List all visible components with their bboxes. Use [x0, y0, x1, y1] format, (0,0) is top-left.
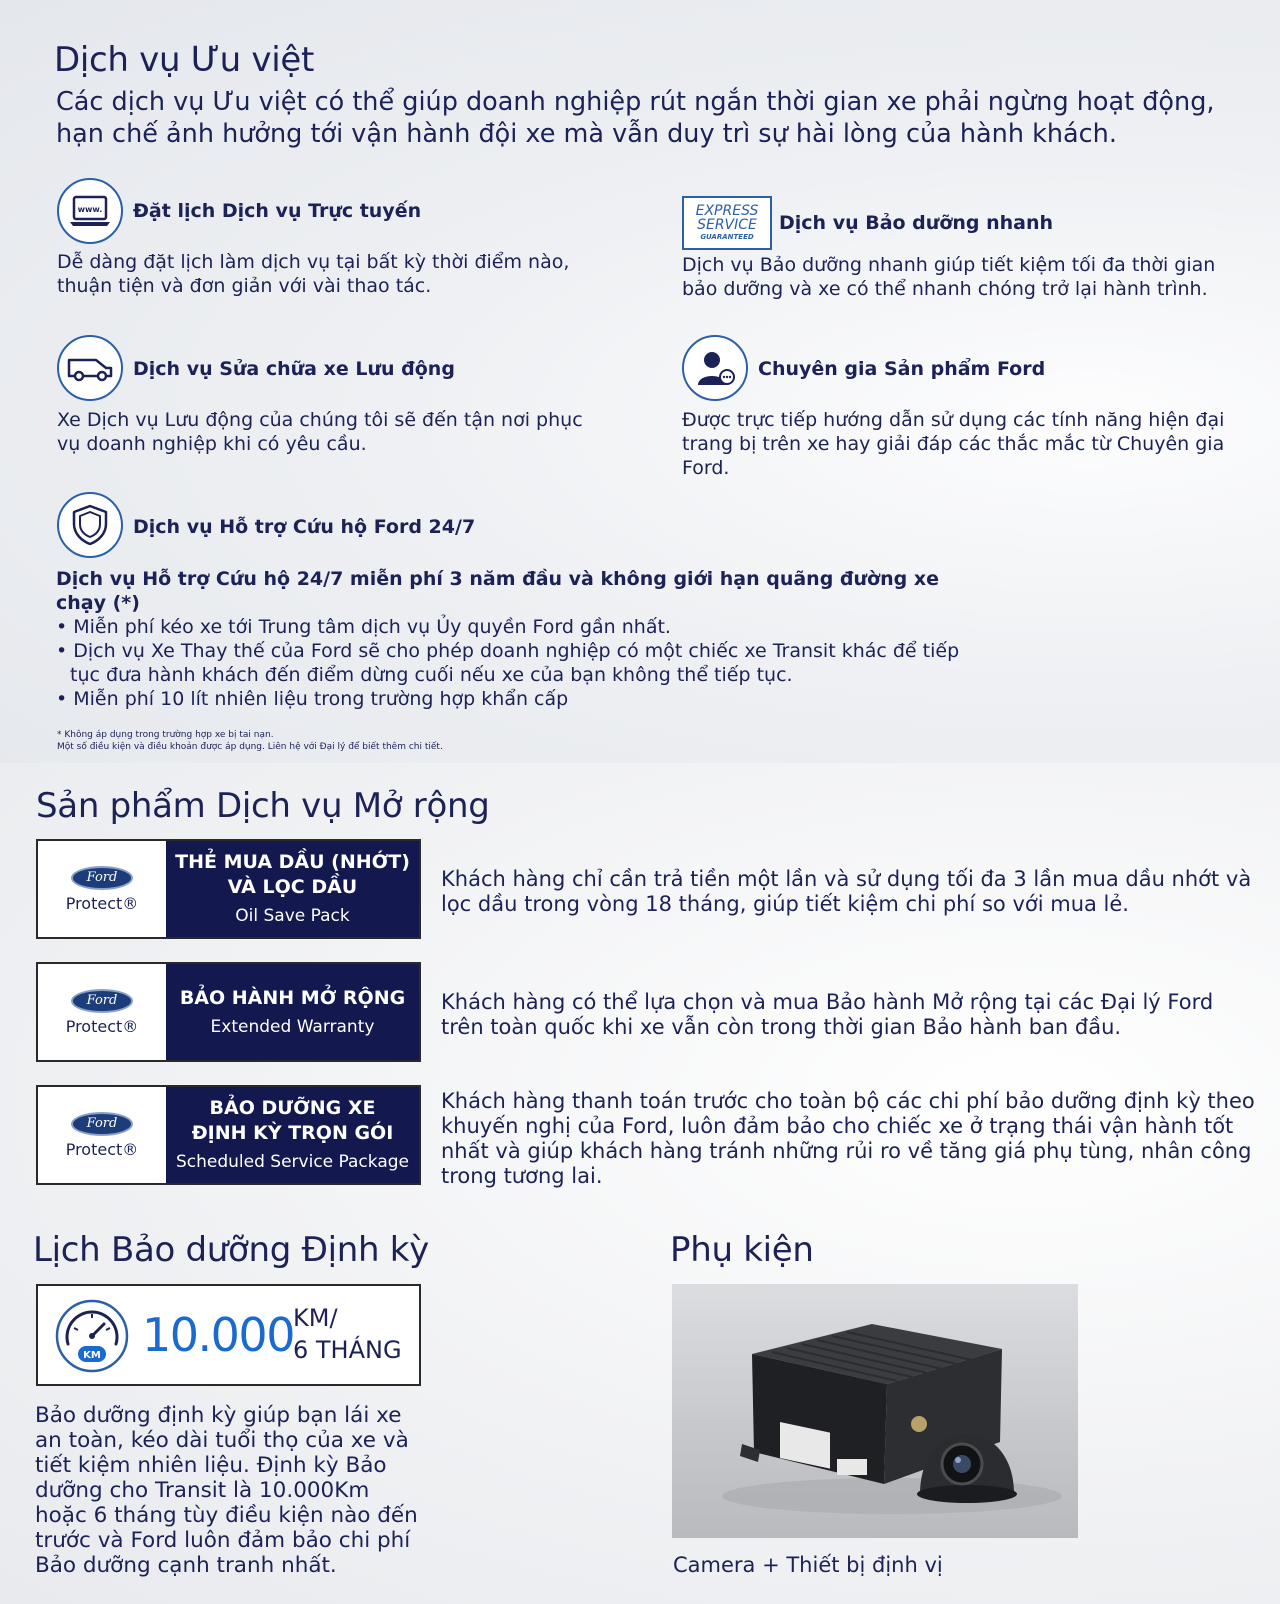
protect-label: Protect®	[65, 1016, 139, 1036]
ford-oval-logo: Ford	[71, 1112, 133, 1136]
product-desc: Khách hàng chỉ cần trả tiền một lần và sử dụng tối đa 3 lần mua dầu nhớt và lọc dầu trong vòng 18 tháng, giúp tiết kiệm chi phí so với mua lẻ.	[441, 867, 1252, 916]
section-title: Sản phẩm Dịch vụ Mở rộng	[36, 786, 490, 826]
product-card-extended-warranty	[36, 962, 421, 1062]
interval-unit: 6 THÁNG	[293, 1336, 402, 1364]
maintenance-interval-box	[36, 1284, 421, 1386]
feature-title: Chuyên gia Sản phẩm Ford	[758, 358, 1046, 380]
ford-protect-logo	[38, 1087, 166, 1183]
feature-desc: Dịch vụ Bảo dưỡng nhanh giúp tiết kiệm tối đa thời gian bảo dưỡng và xe có thể nhanh chóng trở lại hành trình.	[682, 254, 1216, 300]
laptop-www-icon	[57, 178, 123, 244]
accessories-title: Phụ kiện	[670, 1230, 814, 1270]
rescue-details	[56, 567, 976, 711]
feature-desc: Xe Dịch vụ Lưu động của chúng tôi sẽ đến tận nơi phục vụ doanh nghiệp khi có yêu cầu.	[57, 409, 583, 455]
feature-desc: Được trực tiếp hướng dẫn sử dụng các tính năng hiện đại trang bị trên xe hay giải đáp các thắc mắc từ Chuyên gia Ford.	[682, 409, 1225, 479]
speedometer-icon	[54, 1298, 130, 1378]
feature-title: Đặt lịch Dịch vụ Trực tuyến	[133, 200, 422, 222]
gauge-label: KM	[83, 1350, 101, 1361]
protect-label: Protect®	[65, 893, 139, 913]
product-card-scheduled-service	[36, 1085, 421, 1185]
protect-label: Protect®	[65, 1139, 139, 1159]
rescue-bullet: • Dịch vụ Xe Thay thế của Ford sẽ cho phép doanh nghiệp có một chiếc xe Transit khác để tiếp tục đưa hành khách đến điểm dừng cuối nếu xe của bạn không thể tiếp tục.	[56, 640, 960, 686]
product-subtitle: Oil Save Pack	[235, 906, 350, 926]
expert-icon	[682, 335, 748, 401]
product-band	[166, 841, 419, 937]
feature-title: Dịch vụ Sửa chữa xe Lưu động	[133, 358, 455, 380]
rescue-heading: Dịch vụ Hỗ trợ Cứu hộ 24/7 miễn phí 3 năm đầu và không giới hạn quãng đường xe chạy (*)	[56, 568, 939, 614]
footnote	[57, 729, 443, 753]
footnote-line: * Không áp dụng trong trường hợp xe bị tai nạn.	[57, 730, 274, 740]
product-subtitle: Scheduled Service Package	[175, 1152, 409, 1172]
feature-title: Dịch vụ Bảo dưỡng nhanh	[779, 212, 1054, 234]
interval-unit: KM/	[293, 1304, 338, 1332]
feature-express-service	[682, 194, 1252, 324]
feature-desc: Dễ dàng đặt lịch làm dịch vụ tại bất kỳ thời điểm nào, thuận tiện và đơn giản với vài thao tác.	[57, 251, 570, 297]
product-title: ĐỊNH KỲ TRỌN GÓI	[191, 1122, 394, 1144]
ford-oval-logo: Ford	[71, 989, 133, 1013]
product-desc: Khách hàng thanh toán trước cho toàn bộ các chi phí bảo dưỡng định kỳ theo khuyến nghị của Ford, luôn đảm bảo cho chiếc xe ở trạng thái vận hành tốt nhất và giúp khách hàng tránh những rủi ro về tăng giá phụ tùng, nhân công trong tương lai.	[441, 1089, 1255, 1188]
feature-online-booking	[57, 178, 617, 298]
product-subtitle: Extended Warranty	[210, 1016, 375, 1037]
product-band	[166, 964, 419, 1060]
feature-roadside-assist	[57, 492, 617, 562]
feature-mobile-repair	[57, 335, 617, 455]
feature-title: Dịch vụ Hỗ trợ Cứu hộ Ford 24/7	[133, 516, 476, 538]
rescue-bullet: • Miễn phí 10 lít nhiên liệu trong trường hợp khẩn cấp	[56, 688, 569, 710]
product-title: VÀ LỌC DẦU	[227, 876, 358, 898]
camera-gps-device-image	[672, 1284, 1078, 1538]
product-title: BẢO HÀNH MỞ RỘNG	[179, 986, 406, 1009]
express-service-logo: EXPRESS SERVICE GUARANTEED	[682, 196, 772, 250]
interval-number: 10.000	[142, 1308, 294, 1362]
van-icon	[57, 335, 123, 401]
product-band	[166, 1087, 419, 1183]
accessory-caption: Camera + Thiết bị định vị	[673, 1553, 943, 1577]
footnote-line: Một số điều kiện và điều khoản được áp dụng. Liên hệ với Đại lý để biết thêm chi tiết.	[57, 742, 443, 752]
svg-text:www.: www.	[77, 205, 103, 214]
product-title: BẢO DƯỠNG XE	[209, 1097, 376, 1119]
product-card-oil-save	[36, 839, 421, 939]
ford-oval-logo: Ford	[71, 866, 133, 890]
maintenance-title: Lịch Bảo dưỡng Định kỳ	[33, 1230, 429, 1270]
shield-icon	[57, 492, 123, 558]
section-title: Dịch vụ Ưu việt	[54, 40, 314, 80]
product-title: THẺ MUA DẦU (NHỚT)	[175, 851, 410, 873]
maintenance-desc: Bảo dưỡng định kỳ giúp bạn lái xe an toàn, kéo dài tuổi thọ của xe và tiết kiệm nhiên liệu. Định kỳ Bảo dưỡng cho Transit là 10.000Km hoặc 6 tháng tùy điều kiện nào đến trước và Ford luôn đảm bảo chi phí Bảo dưỡng cạnh tranh nhất.	[35, 1403, 418, 1578]
intro-text: Các dịch vụ Ưu việt có thể giúp doanh nghiệp rút ngắn thời gian xe phải ngừng hoạt động, hạn chế ảnh hưởng tới vận hành đội xe mà vẫn duy trì sự hài lòng của hành khách.	[56, 87, 1215, 149]
superior-services-section	[0, 0, 1280, 763]
ford-protect-logo	[38, 841, 166, 937]
feature-product-expert	[682, 335, 1252, 479]
ford-protect-logo	[38, 964, 166, 1060]
product-desc: Khách hàng có thể lựa chọn và mua Bảo hành Mở rộng tại các Đại lý Ford trên toàn quốc khi xe vẫn còn trong thời gian Bảo hành ban đầu.	[441, 990, 1214, 1039]
rescue-bullet: • Miễn phí kéo xe tới Trung tâm dịch vụ Ủy quyền Ford gần nhất.	[56, 616, 671, 638]
